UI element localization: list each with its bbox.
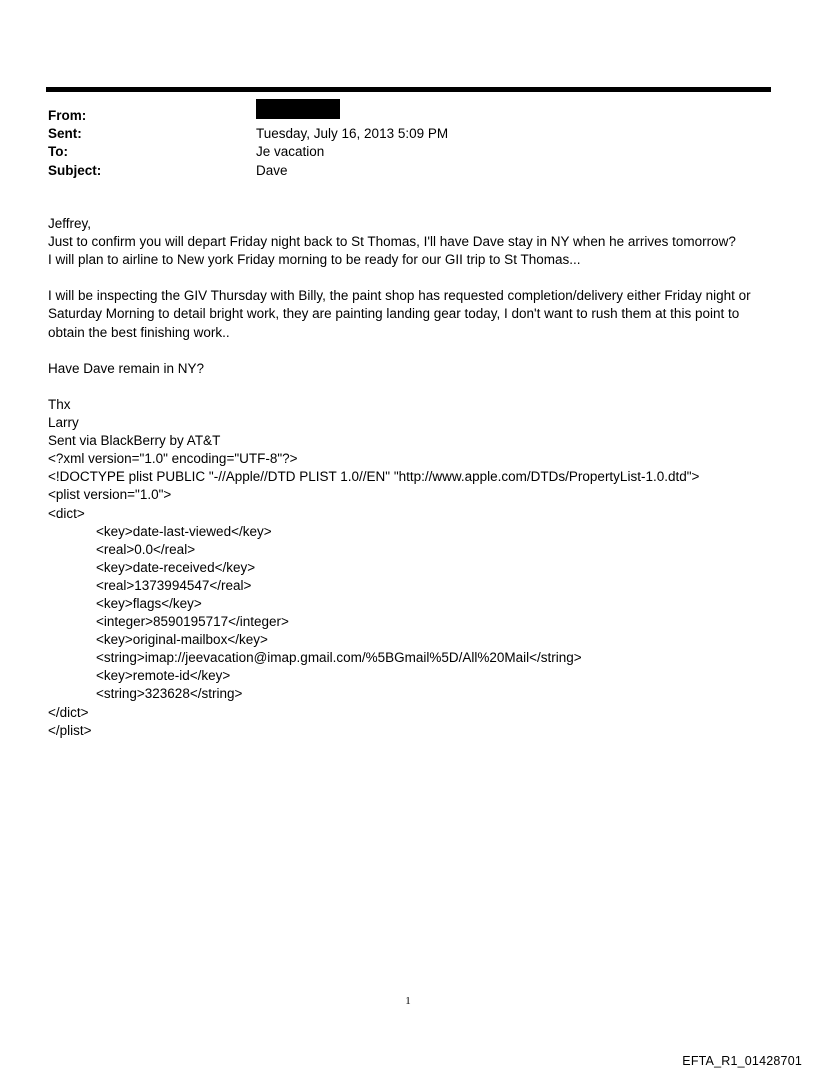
paragraph-2-line-3: obtain the best finishing work..: [48, 324, 230, 340]
document-id: EFTA_R1_01428701: [682, 1054, 802, 1068]
subject-label: Subject:: [48, 162, 102, 178]
plist-entry: <key>remote-id</key>: [96, 668, 231, 684]
plist-entry: <string>323628</string>: [96, 686, 243, 702]
spacer: [48, 378, 768, 396]
spacer: [48, 342, 768, 360]
from-label: From:: [48, 108, 87, 123]
header-top-rule: [46, 87, 771, 92]
plist-entry: <integer>8590195717</integer>: [96, 614, 289, 630]
subject-row: [48, 162, 748, 180]
plist-close-tag: </plist>: [48, 722, 92, 738]
sent-label: Sent:: [48, 126, 82, 142]
sent-row: [48, 125, 748, 143]
plist-entry: <key>date-last-viewed</key>: [96, 523, 272, 539]
to-label: To:: [48, 144, 68, 160]
spacer: [48, 269, 768, 287]
email-body: [48, 215, 768, 740]
page-number: 1: [405, 995, 411, 1007]
paragraph-1-line-2: I will plan to airline to New york Friday morning to be ready for our GII trip to St Thomas...: [48, 252, 581, 268]
plist-entry: <string>imap://jeevacation@imap.gmail.com/%5BGmail%5D/All%20Mail</string>: [96, 650, 582, 666]
dict-close-tag: </dict>: [48, 704, 89, 720]
plist-open-tag: <plist version="1.0">: [48, 487, 172, 503]
sent-value: Tuesday, July 16, 2013 5:09 PM: [256, 126, 449, 142]
subject-value: Dave: [256, 162, 288, 178]
plist-entry: <real>0.0</real>: [96, 541, 196, 557]
email-header: [48, 107, 748, 180]
signoff-device: Sent via BlackBerry by AT&T: [48, 433, 221, 449]
paragraph-2-line-2: Saturday Morning to detail bright work, they are painting landing gear today, I don't want to rush them at this point to: [48, 306, 740, 322]
plist-xml-declaration: <?xml version="1.0" encoding="UTF-8"?>: [48, 451, 298, 467]
greeting: Jeffrey,: [48, 216, 92, 231]
plist-entry: <key>original-mailbox</key>: [96, 632, 268, 648]
plist-entry: <real>1373994547</real>: [96, 577, 252, 593]
paragraph-1-line-1: Just to confirm you will depart Friday night back to St Thomas, I'll have Dave stay in NY when he arrives tomorrow?: [48, 234, 736, 250]
plist-entry: <key>date-received</key>: [96, 559, 256, 575]
to-value: Je vacation: [256, 144, 325, 160]
plist-doctype: <!DOCTYPE plist PUBLIC "-//Apple//DTD PLIST 1.0//EN" "http://www.apple.com/DTDs/PropertyList-1.0.dtd">: [48, 469, 700, 485]
from-row: [48, 107, 748, 125]
from-value: [256, 107, 748, 125]
signoff-name: Larry: [48, 415, 79, 431]
dict-open-tag: <dict>: [48, 505, 85, 521]
redaction-block: [256, 99, 340, 119]
plist-entry: <key>flags</key>: [96, 595, 202, 611]
to-row: [48, 143, 748, 161]
paragraph-3: Have Dave remain in NY?: [48, 360, 205, 376]
signoff-thx: Thx: [48, 396, 71, 412]
paragraph-2-line-1: I will be inspecting the GIV Thursday with Billy, the paint shop has requested completion/delivery either Friday night or: [48, 288, 751, 304]
